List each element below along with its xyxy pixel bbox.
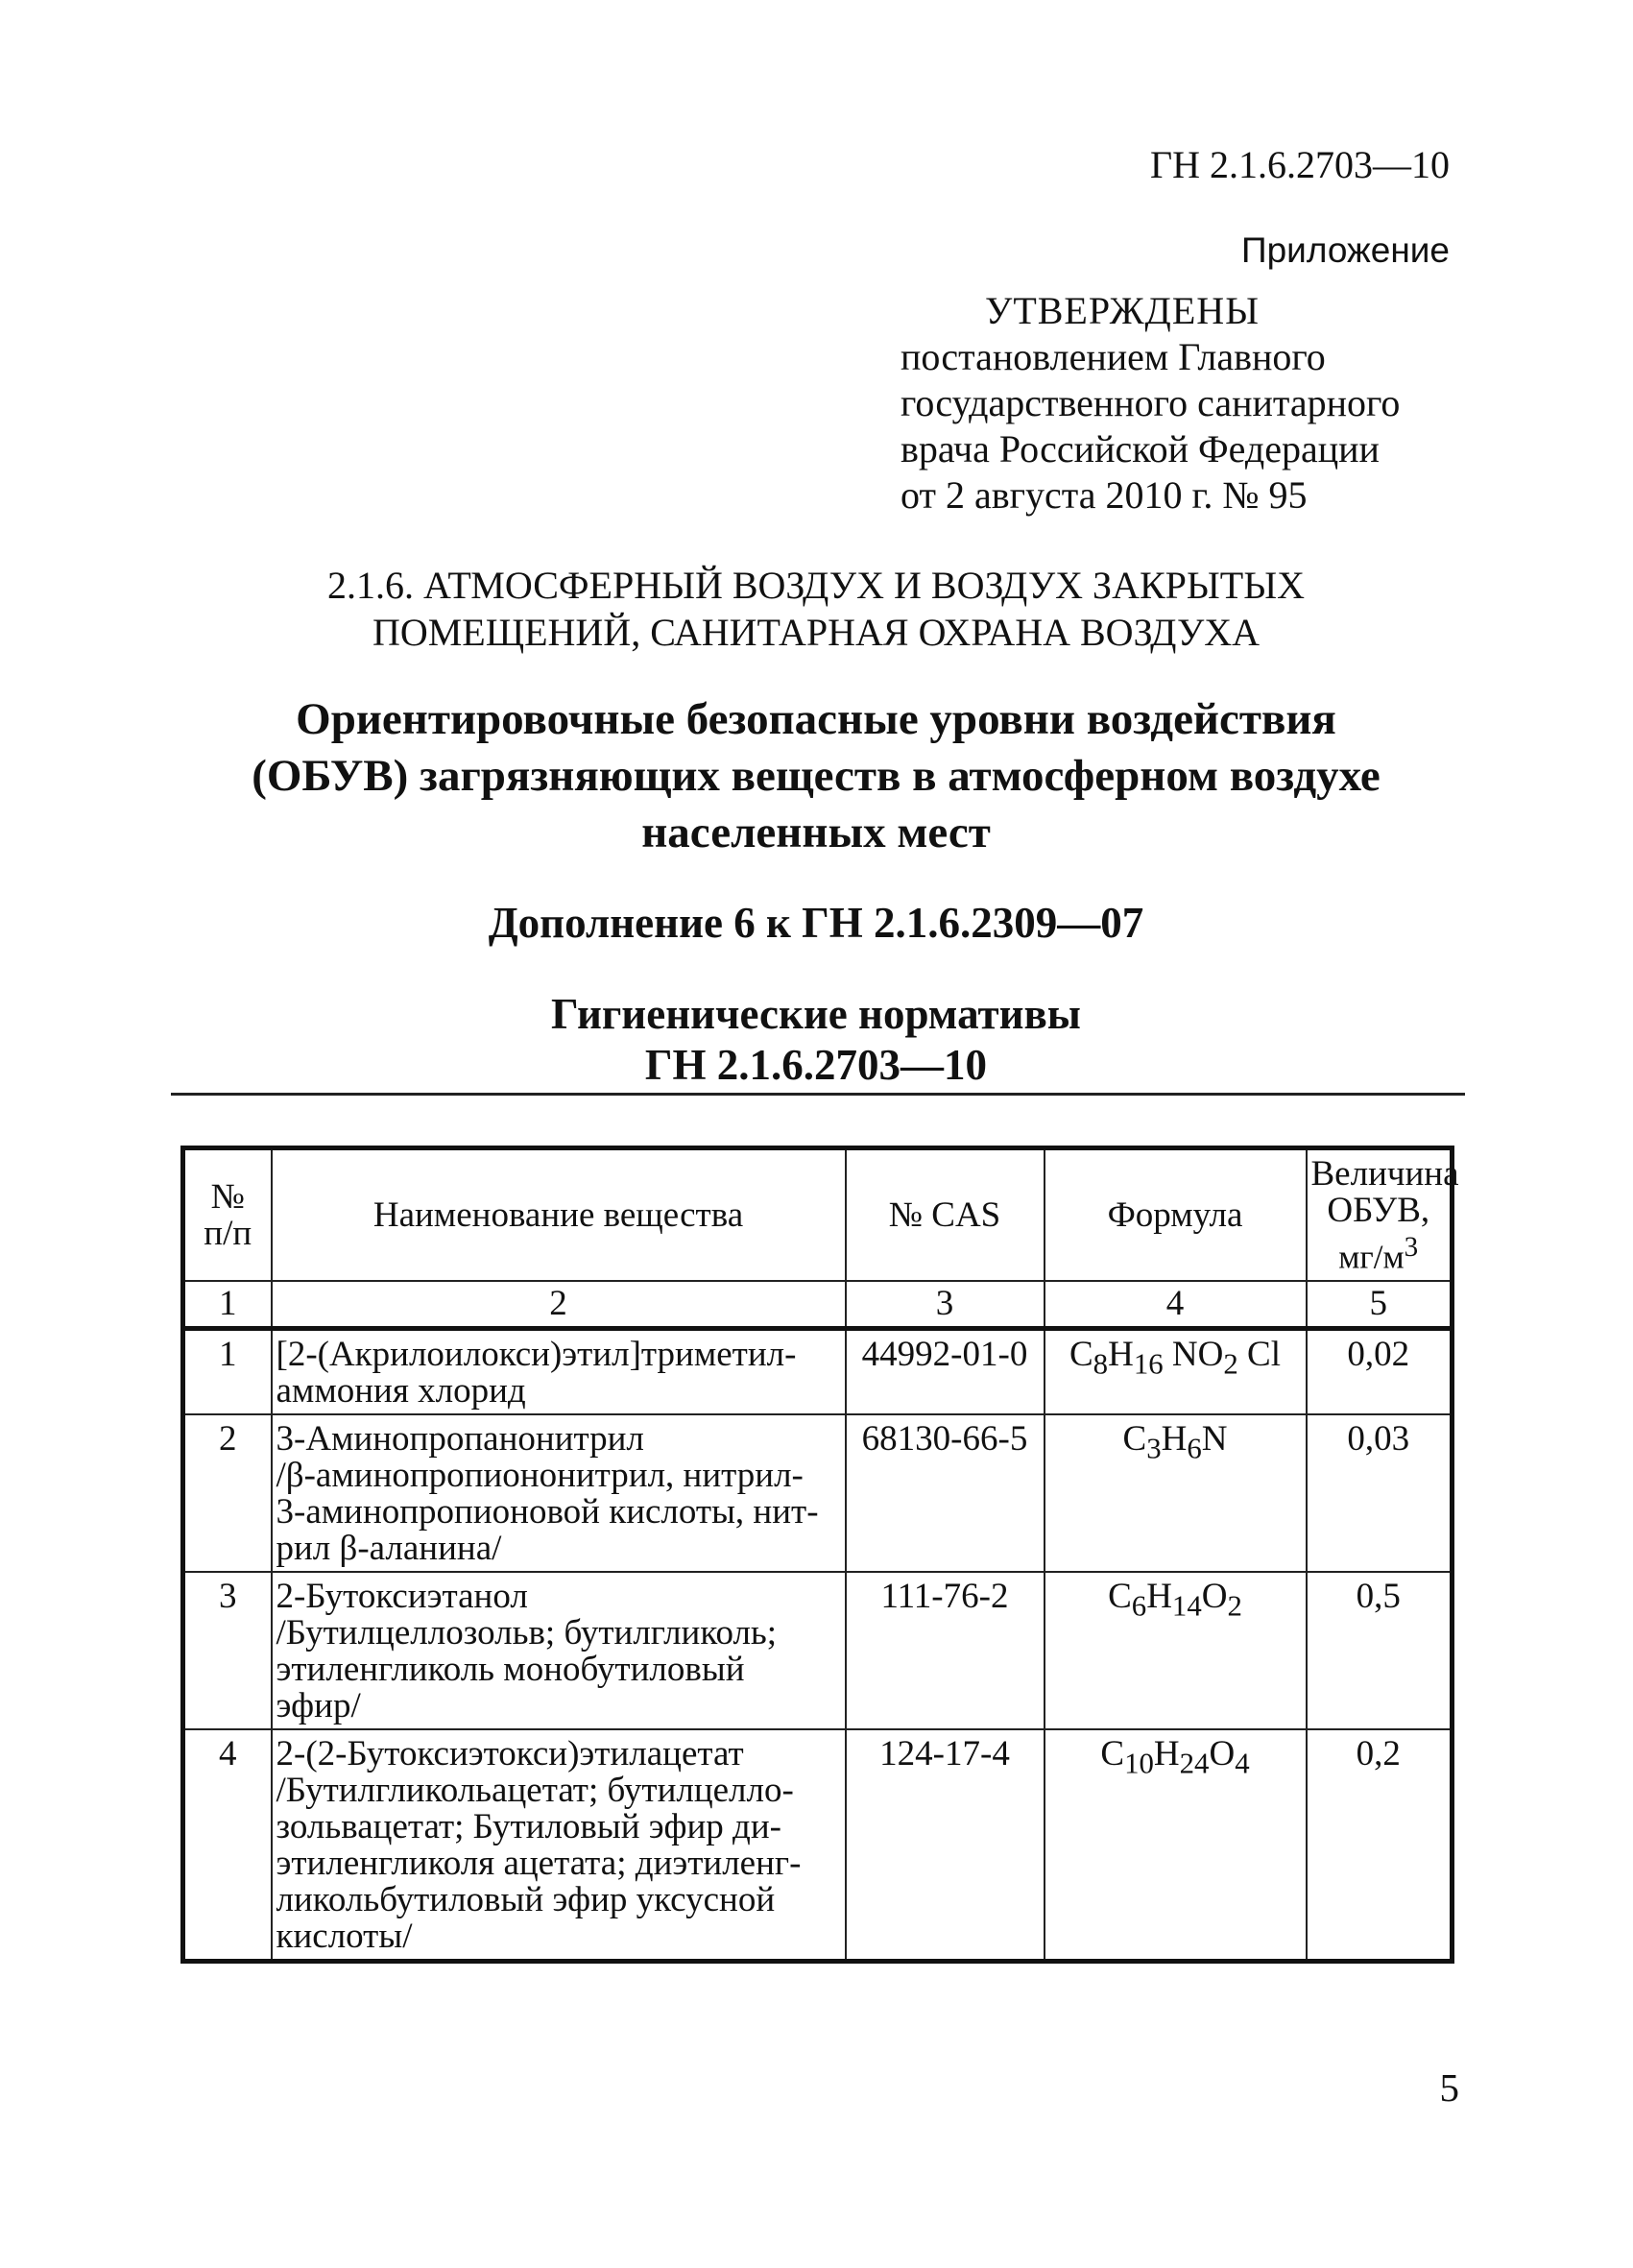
unit-superscript: 3 — [1404, 1232, 1419, 1263]
formula-text: N — [1201, 1418, 1228, 1459]
approval-line: от 2 августа 2010 г. № 95 — [901, 473, 1308, 517]
main-title-line: населенных мест — [641, 808, 991, 857]
table-body — [183, 1328, 1453, 1961]
chemical-formula — [1045, 1414, 1307, 1572]
row-number: 4 — [183, 1729, 272, 1962]
appendix-label: Приложение — [1240, 230, 1450, 270]
substance-name-line: 3-Аминопропанонитрил — [276, 1418, 644, 1459]
header-formula: Формула — [1045, 1148, 1307, 1281]
norm-title-line: ГН 2.1.6.2703—10 — [644, 1041, 988, 1089]
row-number: 3 — [183, 1572, 272, 1729]
header-cas: № CAS — [846, 1148, 1045, 1281]
formula-text: Cl — [1237, 1334, 1281, 1374]
formula-subscript: 16 — [1133, 1347, 1164, 1381]
formula-text: C — [1100, 1733, 1125, 1773]
section-title-line: 2.1.6. АТМОСФЕРНЫЙ ВОЗДУХ И ВОЗДУХ ЗАКРЫТЫХ — [327, 564, 1305, 607]
substance-name-line: 2-(2-Бутоксиэтокси)этилацетат — [276, 1733, 744, 1773]
formula-text: C — [1108, 1576, 1132, 1616]
formula-subscript: 2 — [1223, 1347, 1238, 1381]
formula-subscript: 24 — [1179, 1747, 1210, 1780]
formula-subscript: 6 — [1187, 1432, 1202, 1465]
substance-name-line: этиленгликоль монобутиловый — [276, 1649, 745, 1689]
substance-name-line: рил β-аланина/ — [276, 1528, 502, 1568]
formula-text: H — [1153, 1733, 1180, 1773]
substance-name — [272, 1729, 846, 1962]
chemical-formula — [1045, 1729, 1307, 1962]
main-title-line: Ориентировочные безопасные уровни воздействия — [296, 694, 1336, 744]
substance-name — [272, 1414, 846, 1572]
formula-text: H — [1108, 1334, 1134, 1374]
supplement-title: Дополнение 6 к ГН 2.1.6.2309—07 — [488, 899, 1144, 947]
substance-name-line: [2-(Акрилоилокси)этил]триметил- — [276, 1334, 797, 1374]
header-name: Наименование вещества — [272, 1148, 846, 1281]
approval-line: государственного санитарного — [901, 381, 1401, 424]
substance-name-line: /Бутилцеллозольв; бутилгликоль; — [276, 1612, 778, 1653]
row-number: 2 — [183, 1414, 272, 1572]
substance-name-line: 2-Бутоксиэтанол — [276, 1576, 528, 1616]
main-title — [125, 691, 1507, 861]
chemical-formula — [1045, 1572, 1307, 1729]
column-number: 5 — [1307, 1281, 1453, 1329]
column-number: 3 — [846, 1281, 1045, 1329]
column-number: 1 — [183, 1281, 272, 1329]
table-row — [183, 1328, 1453, 1414]
column-number: 4 — [1045, 1281, 1307, 1329]
approval-line: постановлением Главного — [901, 335, 1326, 378]
formula-text: O — [1201, 1576, 1228, 1616]
substance-name — [272, 1328, 846, 1414]
norm-title-line: Гигиенические нормативы — [551, 990, 1081, 1038]
document-code: ГН 2.1.6.2703—10 — [1149, 143, 1450, 186]
header-value — [1307, 1148, 1459, 1281]
substance-name-line: эфир/ — [276, 1685, 361, 1725]
substance-name-line: ликольбутиловый эфир уксусной — [276, 1879, 776, 1919]
formula-subscript: 10 — [1124, 1747, 1154, 1780]
row-number: 1 — [183, 1328, 272, 1414]
title-divider — [171, 1093, 1465, 1096]
header-num — [183, 1148, 272, 1281]
header-num-line: № — [210, 1177, 245, 1218]
formula-text: H — [1146, 1576, 1172, 1616]
cas-number: 111-76-2 — [846, 1572, 1045, 1729]
table-row — [183, 1414, 1453, 1572]
formula-subscript: 2 — [1227, 1589, 1242, 1623]
main-title-line: (ОБУВ) загрязняющих веществ в атмосферном воздухе — [252, 751, 1381, 801]
table-header-row — [183, 1148, 1453, 1281]
obuv-table — [180, 1146, 1459, 1964]
section-title — [192, 562, 1440, 656]
unit-text: мг/м — [1338, 1238, 1405, 1276]
approval-block — [901, 288, 1477, 519]
chemical-formula — [1045, 1328, 1307, 1414]
cas-number: 124-17-4 — [846, 1729, 1045, 1962]
formula-text: C — [1069, 1334, 1093, 1374]
table-row — [183, 1729, 1453, 1962]
formula-text: C — [1122, 1418, 1147, 1459]
substance-name-line: /Бутилгликольацетат; бутилцелло- — [276, 1770, 794, 1810]
substance-name-line: /β-аминопропиононитрил, нитрил- — [276, 1455, 804, 1495]
approval-heading: УТВЕРЖДЕНЫ — [985, 289, 1261, 332]
header-value-line: ОБУВ, — [1327, 1191, 1430, 1230]
obuv-value: 0,03 — [1307, 1414, 1453, 1572]
formula-subscript: 8 — [1093, 1347, 1109, 1381]
formula-text: NO — [1163, 1334, 1224, 1374]
header-num-line: п/п — [204, 1214, 252, 1254]
obuv-value: 0,02 — [1307, 1328, 1453, 1414]
table-row — [183, 1572, 1453, 1729]
page-number: 5 — [1439, 2065, 1459, 2110]
substance-name-line: 3-аминопропионовой кислоты, нит- — [276, 1491, 819, 1532]
section-title-line: ПОМЕЩЕНИЙ, САНИТАРНАЯ ОХРАНА ВОЗДУХА — [372, 611, 1261, 654]
column-number: 2 — [272, 1281, 846, 1329]
formula-text: H — [1161, 1418, 1188, 1459]
approval-line: врача Российской Федерации — [901, 427, 1380, 470]
obuv-value: 0,5 — [1307, 1572, 1453, 1729]
formula-subscript: 3 — [1146, 1432, 1162, 1465]
cas-number: 68130-66-5 — [846, 1414, 1045, 1572]
substance-name — [272, 1572, 846, 1729]
formula-subscript: 4 — [1235, 1747, 1250, 1780]
header-value-line: Величина — [1310, 1154, 1459, 1194]
norm-title — [125, 989, 1507, 1091]
cas-number: 44992-01-0 — [846, 1328, 1045, 1414]
substance-name-line: аммония хлорид — [276, 1370, 526, 1411]
header-value-unit — [1311, 1229, 1447, 1276]
substance-name-line: зольвацетат; Бутиловый эфир ди- — [276, 1806, 781, 1846]
formula-text: O — [1209, 1733, 1236, 1773]
substance-name-line: кислоты/ — [276, 1916, 413, 1956]
substance-name-line: этиленгликоля ацетата; диэтиленг- — [276, 1843, 802, 1883]
formula-subscript: 6 — [1131, 1589, 1147, 1623]
formula-subscript: 14 — [1171, 1589, 1202, 1623]
obuv-value: 0,2 — [1307, 1729, 1453, 1962]
column-number-row — [183, 1281, 1453, 1329]
